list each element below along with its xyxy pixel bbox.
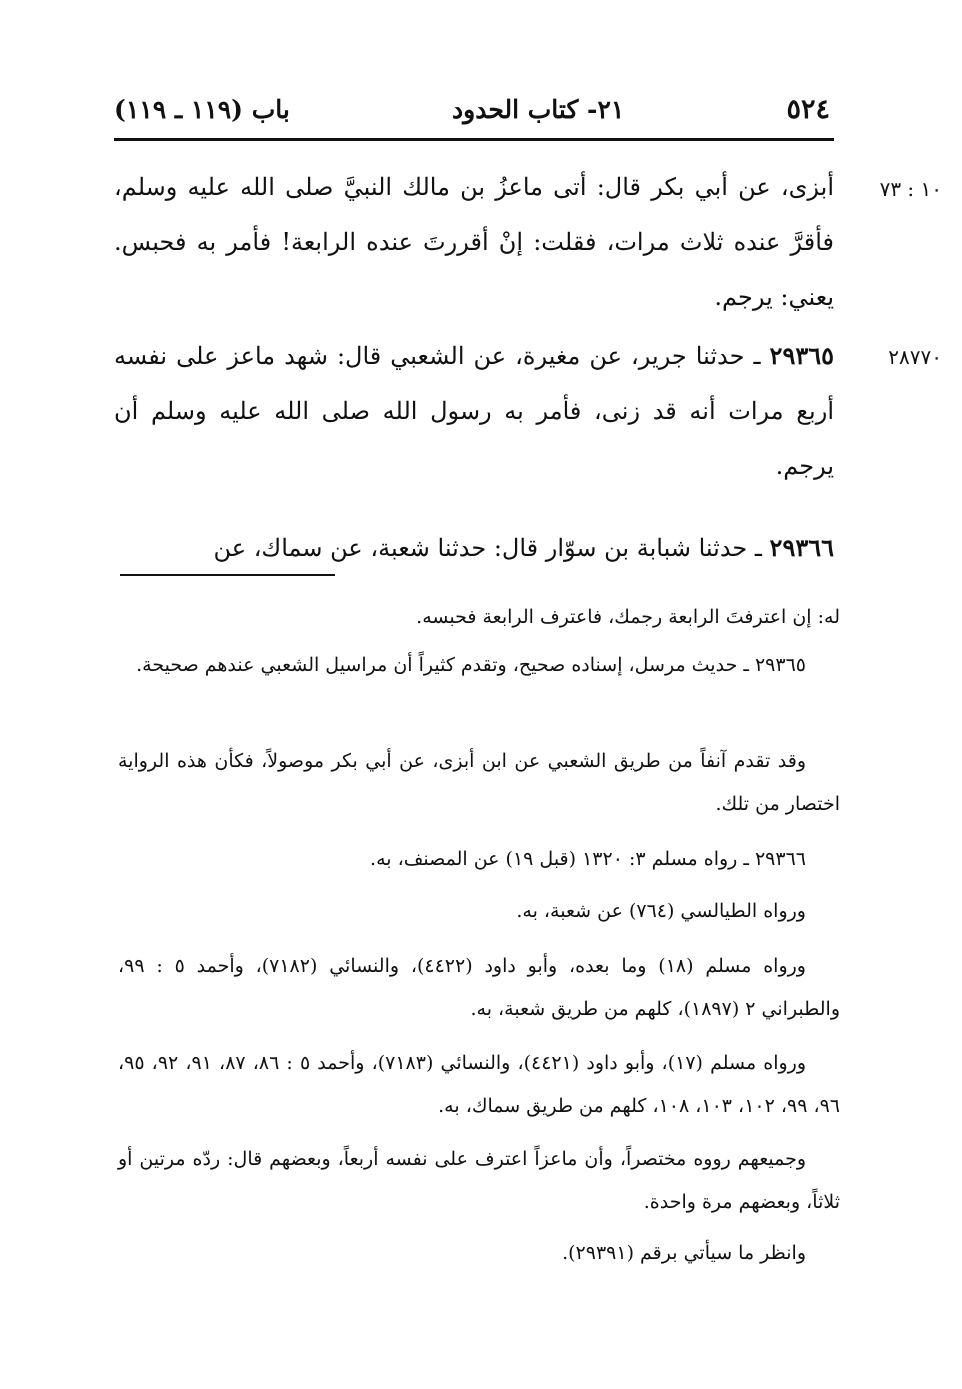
footnote-6: ورواه مسلم (١٨) وما بعده، وأبو داود (٤٤٢٢)، والنسائي (٧١٨٢)، وأحمد ٥ : ٩٩، والطبراني ٢ (١٨٩٧)، كلهم من طريق شعبة، به. (118, 955, 840, 1020)
footnote-9: وانظر ما سيأتي برقم (٢٩٣٩١). (562, 1242, 806, 1264)
chapter-title: باب (١١٩ ـ ١١٩) (114, 94, 290, 124)
footnote-4: ٢٩٣٦٦ ـ رواه مسلم ٣: ١٣٢٠ (قبل ١٩) عن المصنف، به. (370, 848, 806, 870)
hadith-continuation: أبزى، عن أبي بكر قال: أتى ماعزُ بن مالك النبيَّ صلى الله عليه وسلم، فأقرَّ عنده ثلاث مرات، فقلت: إنْ أقررتَ عنده الرابعة! فأمر به فحبس. يعني: يرجم. (114, 173, 834, 311)
hadith-text: ـ حدثنا جرير، عن مغيرة، عن الشعبي قال: شهد ماعز على نفسه أربع مرات أنه قد زنى، فأمر به رسول الله صلى الله عليه وسلم أن يرجم. (114, 342, 834, 480)
footnote-2: ٢٩٣٦٥ ـ حديث مرسل، إسناده صحيح، وتقدم كثيراً أن مراسيل الشعبي عندهم صحيحة. (136, 654, 806, 676)
footnote-8: وجميعهم رووه مختصراً، وأن ماعزاً اعترف على نفسه أربعاً، وبعضهم قال: ردّه مرتين أو ثلاثاً، وبعضهم مرة واحدة. (118, 1148, 840, 1213)
page-number: ٥٢٤ (786, 93, 830, 125)
margin-reference-1: ١٠ : ٧٣ (879, 177, 942, 201)
margin-reference-2: ٢٨٧٧٠ (888, 345, 942, 369)
hadith-text: ـ حدثنا شبابة بن سوّار قال: حدثنا شعبة، عن سماك، عن (213, 534, 770, 562)
footnote-5: ورواه الطيالسي (٧٦٤) عن شعبة، به. (516, 900, 806, 922)
footnote-7: ورواه مسلم (١٧)، وأبو داود (٤٤٢١)، والنسائي (٧١٨٣)، وأحمد ٥ : ٨٦، ٨٧، ٩١، ٩٢، ٩٥، ٩٦، ٩٩، ١٠٢، ١٠٣، ١٠٨، كلهم من طريق سماك، به. (118, 1052, 840, 1117)
book-title: ٢١- كتاب الحدود (452, 94, 625, 124)
running-header (114, 84, 830, 134)
footnote-separator (120, 574, 335, 576)
hadith-29365 (114, 328, 834, 494)
hadith-29366 (114, 520, 834, 576)
hadith-number: ٢٩٣٦٥ (769, 341, 834, 370)
hadith-number: ٢٩٣٦٦ (769, 533, 834, 562)
footnote-3: وقد تقدم آنفاً من طريق الشعبي عن ابن أبزى، عن أبي بكر موصولاً، فكأن هذه الرواية اختصار من تلك. (118, 750, 840, 815)
footnote-1: له: إن اعترفتَ الرابعة رجمك، فاعترف الرابعة فحبسه. (416, 606, 840, 628)
header-rule (114, 138, 834, 141)
